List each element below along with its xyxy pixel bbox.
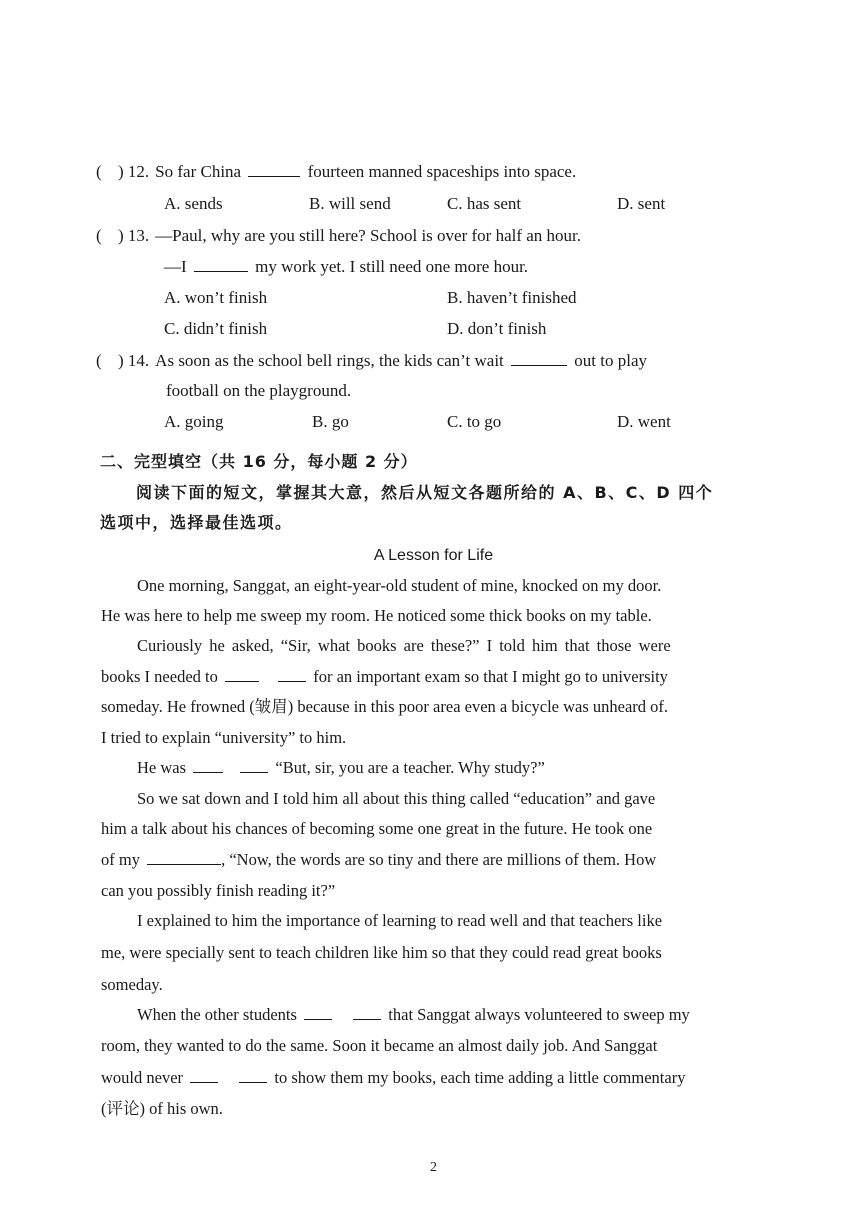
paragraph-line: someday. He frowned (皱眉) because in this poor area even a bicycle was unheard of.: [101, 697, 669, 716]
paragraph-line-with-blank: [101, 667, 668, 687]
stem-text: fourteen manned spaceships into space.: [307, 162, 577, 181]
question-number: ) 14.: [118, 351, 150, 370]
page-number: 2: [430, 1160, 437, 1175]
answer-blank-5: [190, 1068, 218, 1083]
story-title: A Lesson for Life: [373, 547, 494, 564]
question-14-stem-cont: football on the playground.: [166, 381, 352, 400]
option-d: D. don’t finish: [447, 319, 547, 338]
question-number: ) 13.: [118, 226, 150, 245]
option-b: B. will send: [309, 194, 391, 213]
stem-text: —I: [164, 257, 187, 276]
answer-blank-1: [225, 667, 259, 682]
question-14-stem: [96, 351, 647, 371]
answer-blank-1b: [278, 667, 306, 682]
answer-blank: [511, 351, 567, 366]
stem-text: my work yet. I still need one more hour.: [255, 257, 529, 276]
text: of my: [101, 850, 140, 869]
answer-blank: [248, 162, 300, 177]
option-c: C. to go: [447, 412, 502, 431]
paragraph-line: I tried to explain “university” to him.: [101, 728, 347, 747]
paragraph-line-with-blank: [137, 1005, 690, 1025]
option-c: C. didn’t finish: [164, 319, 268, 338]
section-title: 二、完型填空（共 16 分，每小题 2 分）: [100, 452, 418, 471]
paragraph-line: room, they wanted to do the same. Soon it became an almost daily job. And Sanggat: [101, 1036, 658, 1055]
stem-text: As soon as the school bell rings, the kids can’t wait: [155, 351, 504, 370]
paragraph-line: I explained to him the importance of learning to read well and that teachers like: [137, 911, 663, 930]
option-d: D. sent: [617, 194, 666, 213]
answer-blank-2b: [240, 758, 268, 773]
option-c: C. has sent: [447, 194, 522, 213]
stem-text: So far China: [155, 162, 242, 181]
paragraph-line: Curiously he asked, “Sir, what books are these?” I told him that those were: [137, 636, 671, 655]
option-b: B. haven’t finished: [447, 288, 577, 307]
paragraph-line-with-blank: [101, 1068, 685, 1088]
answer-blank: [194, 257, 248, 272]
option-d: D. went: [617, 412, 671, 431]
answer-blank-4b: [353, 1005, 381, 1020]
answer-paren: (: [96, 351, 102, 370]
text: to show them my books, each time adding a little commentary: [274, 1068, 686, 1087]
text: books I needed to: [101, 667, 218, 686]
question-13-reply: [164, 257, 528, 277]
stem-text: out to play: [574, 351, 647, 370]
paragraph-line: can you possibly finish reading it?”: [101, 881, 336, 900]
answer-blank-4: [304, 1005, 332, 1020]
text: “But, sir, you are a teacher. Why study?”: [275, 758, 545, 777]
answer-paren: (: [96, 162, 102, 181]
paragraph-line: (评论) of his own.: [101, 1099, 223, 1118]
text: that Sanggat always volunteered to sweep my: [388, 1005, 690, 1024]
paragraph-line: He was here to help me sweep my room. He noticed some thick books on my table.: [101, 606, 652, 625]
option-b: B. go: [312, 412, 349, 431]
text: for an important exam so that I might go to university: [313, 667, 668, 686]
question-number: ) 12.: [118, 162, 150, 181]
option-a: A. sends: [164, 194, 223, 213]
text: , “Now, the words are so tiny and there are millions of them. How: [221, 850, 657, 869]
answer-blank-2: [193, 758, 223, 773]
paragraph-line-with-blank: [137, 758, 545, 778]
text: would never: [101, 1068, 184, 1087]
answer-blank-3: [147, 850, 221, 865]
paragraph-line: So we sat down and I told him all about this thing called “education” and gave: [137, 789, 656, 808]
paragraph-line: him a talk about his chances of becoming some one great in the future. He took one: [101, 819, 653, 838]
option-a: A. won’t finish: [164, 288, 268, 307]
question-13-stem: [96, 226, 581, 246]
answer-paren: (: [96, 226, 102, 245]
option-a: A. going: [164, 412, 224, 431]
paragraph-line: One morning, Sanggat, an eight-year-old student of mine, knocked on my door.: [137, 576, 662, 595]
section-instruction-cont: 选项中，选择最佳选项。: [100, 513, 293, 532]
section-instruction: 阅读下面的短文，掌握其大意，然后从短文各题所给的 A、B、C、D 四个: [136, 483, 714, 502]
paragraph-line: someday.: [101, 975, 163, 994]
question-12-stem: [96, 162, 576, 182]
paragraph-line: me, were specially sent to teach children like him so that they could read great books: [101, 943, 662, 962]
text: When the other students: [137, 1005, 297, 1024]
paragraph-line-with-blank: [101, 850, 656, 870]
answer-blank-5b: [239, 1068, 267, 1083]
stem-text: —Paul, why are you still here? School is over for half an hour.: [155, 226, 582, 245]
text: He was: [137, 758, 187, 777]
